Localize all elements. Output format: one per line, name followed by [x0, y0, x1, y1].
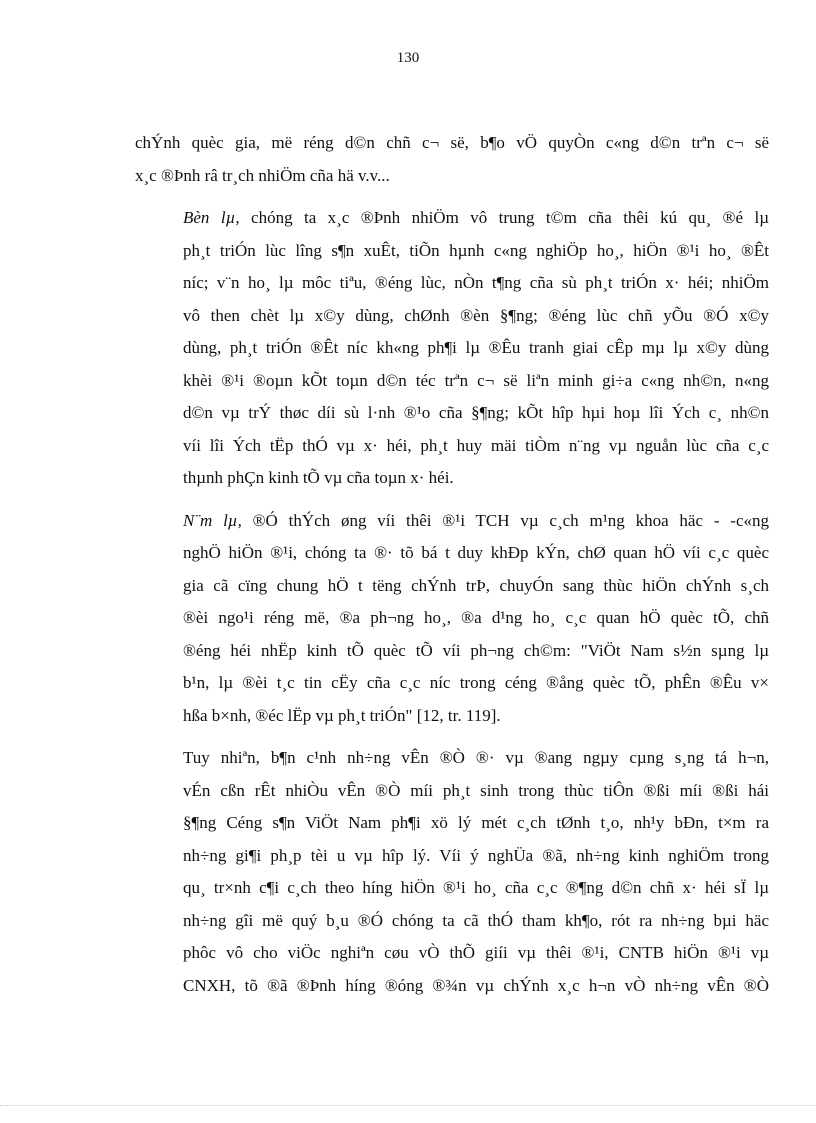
text-line: khèi ®¹i ®oµn kÕt toµn d©n téc trªn c¬ së liªn minh gi÷a c«ng nh©n, n«ng [183, 370, 769, 390]
paragraph-1 [135, 127, 769, 192]
text-line: §¶ng Céng s¶n ViÖt Nam ph¶i xö lý mét c¸ch tØnh t¸o, nh¹y bÐn, t×m ra [183, 813, 769, 832]
text-line-rest: chóng ta x¸c ®Þnh nhiÖm vô trung t©m cña thêi kú qu¸ ®é lµ [239, 208, 769, 227]
text-line: níc; v¨n ho¸ lµ môc tiªu, ®éng lùc, nÒn t¶ng cña sù ph¸t triÓn x· héi; nhiÖm [183, 273, 769, 292]
text-line: nghÖ hiÖn ®¹i, chóng ta ®· tõ bá t duy khÐp kÝn, chØ quan hÖ víi c¸c quèc [183, 543, 769, 562]
paragraph-3 [135, 505, 769, 733]
paragraph-lead: Bèn lµ, [183, 208, 240, 227]
text-line-first [135, 202, 769, 235]
text-line: chÝnh quèc gia, më réng d©n chñ c¬ së, b¶o vÖ quyÒn c«ng d©n trªn c¬ së [135, 133, 769, 152]
text-line: nh÷ng gi¶i ph¸p tèi u vµ hîp lý. Víi ý nghÜa ®ã, nh÷ng kinh nghiÖm trong [183, 845, 769, 865]
text-line: vô then chèt lµ x©y dùng, chØnh ®èn §¶ng; ®éng lùc chñ yÕu ®Ó x©y [183, 305, 769, 325]
text-line: ph¸t triÓn lùc lîng s¶n xuÊt, tiÕn hµnh c«ng nghiÖp ho¸, hiÖn ®¹i ho¸ ®Êt [183, 240, 769, 260]
text-line: ®éng héi nhËp kinh tÕ quèc tÕ víi ph¬ng ch©m: "ViÖt Nam s½n sµng lµ [183, 640, 769, 660]
body-text [135, 127, 769, 1012]
text-line-rest: ®Ó thÝch øng víi thêi ®¹i TCH vµ c¸ch m¹ng khoa häc - -c«ng [241, 510, 769, 530]
text-line: hßa b×nh, ®éc lËp vµ ph¸t triÓn" [12, tr. 119]. [183, 705, 501, 725]
text-line: ®èi ngo¹i réng më, ®a ph¬ng ho¸, ®a d¹ng ho¸ c¸c quan hÖ quèc tÕ, chñ [183, 608, 769, 627]
page-number: 130 [396, 50, 420, 66]
paragraph-2 [135, 202, 769, 495]
text-line: phôc vô cho viÖc nghiªn cøu vÒ thÕ giíi vµ thêi ®¹i, CNTB hiÖn ®¹i vµ [183, 943, 769, 962]
paragraph-lead: N¨m lµ, [183, 510, 242, 530]
text-line: dùng, ph¸t triÓn ®Êt níc kh«ng ph¶i lµ ®Êu tranh giai cÊp mµ lµ x©y dùng [183, 338, 769, 357]
text-line: x¸c ®Þnh râ tr¸ch nhiÖm cña hä v.v... [135, 165, 390, 185]
paragraph-4 [135, 742, 769, 1002]
text-line: Tuy nhiªn, b¶n c¹nh nh÷ng vÊn ®Ò ®· vµ ®ang ngµy cµng s¸ng tá h¬n, [183, 748, 769, 767]
text-line: gia cã cïng chung hÖ t tëng chÝnh trÞ, chuyÓn sang thùc hiÖn chÝnh s¸ch [183, 575, 769, 595]
text-line: vÉn cßn rÊt nhiÒu vÊn ®Ò míi ph¸t sinh trong thùc tiÔn ®ßi míi ®ßi hái [183, 780, 769, 800]
text-line-first [135, 505, 769, 538]
text-line: nh÷ng gîi më quý b¸u ®Ó chóng ta cã thÓ tham kh¶o, rót ra nh÷ng bµi häc [183, 910, 769, 930]
text-line: CNXH, tõ ®ã ®Þnh híng ®óng ®¾n vµ chÝnh x¸c h¬n vÒ nh÷ng vÊn ®Ò [183, 975, 769, 995]
page-bottom-divider [0, 1105, 816, 1106]
text-line: b¹n, lµ ®èi t¸c tin cËy cña c¸c níc trong céng ®ång quèc tÕ, phÊn ®Êu v× [183, 673, 769, 692]
text-line: thµnh phÇn kinh tÕ vµ cña toµn x· héi. [183, 468, 454, 487]
text-line: víi lîi Ých tËp thÓ vµ x· héi, ph¸t huy mäi tiÒm n¨ng vµ nguån lùc cña c¸c [183, 435, 769, 455]
text-line: d©n vµ trÝ thøc díi sù l·nh ®¹o cña §¶ng; kÕt hîp hµi hoµ lîi Ých c¸ nh©n [183, 403, 769, 422]
text-line: qu¸ tr×nh c¶i c¸ch theo híng hiÖn ®¹i ho¸ cña c¸c ®¶ng d©n chñ x· héi sÏ lµ [183, 878, 769, 897]
